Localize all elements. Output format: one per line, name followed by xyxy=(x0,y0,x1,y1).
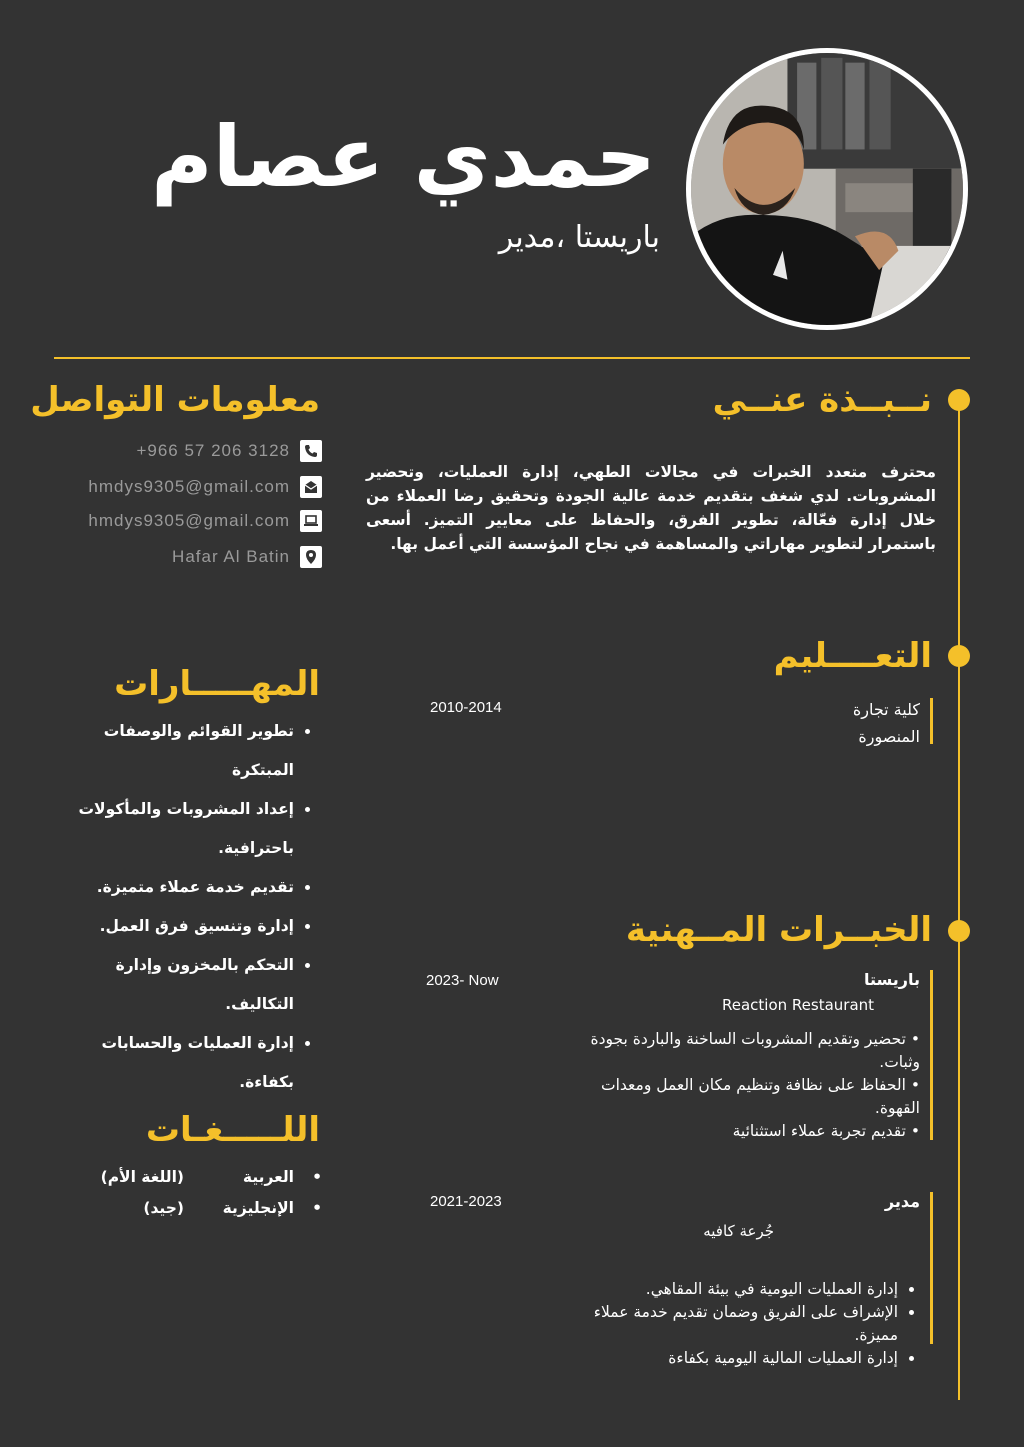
job2-duty: • إدارة العمليات المالية اليومية بكفاءة xyxy=(568,1347,898,1370)
contact-email xyxy=(88,475,322,499)
skill-item: • إدارة وتنسيق فرق العمل. xyxy=(72,907,294,946)
job1-bar xyxy=(930,970,933,1140)
job2-duties xyxy=(568,1278,918,1370)
job1-duties xyxy=(580,1028,920,1143)
skill-item: • التحكم بالمخزون وإدارة التكاليف. xyxy=(72,946,294,1024)
job2-place: جُرعة كافيه xyxy=(703,1222,774,1240)
language-row: • العربية (اللغة الأم) xyxy=(100,1168,322,1186)
job1-place: Reaction Restaurant xyxy=(722,996,875,1014)
education-title: التعــــليم xyxy=(773,636,932,676)
about-text: محترف متعدد الخبرات في مجالات الطهي، إدارة العمليات، وتحضير المشروبات. لدي شغف بتقديم خدمة عالية الجودة وتحقيق رضا العملاء من خلال إدارة فعّالة، تطوير الفرق، والحفاظ على معايير التميز. أسعى باستمرار لتطوير مهاراتي والمساهمة في نجاح المؤسسة التي أعمل بها. xyxy=(366,463,936,553)
experience-title: الخبــرات المــهنية xyxy=(625,910,932,950)
location-pin-icon xyxy=(300,546,322,568)
job1-duty: • تحضير وتقديم المشروبات الساخنة والباردة بجودة وثبات. xyxy=(580,1028,920,1074)
header-divider xyxy=(54,357,970,359)
languages-title: اللـــــغـات xyxy=(145,1110,320,1150)
contact-website xyxy=(88,509,322,533)
job2-duty: • الإشراف على الفريق وضمان تقديم خدمة عملاء مميزة. xyxy=(568,1301,898,1347)
job1-duty: • تقديم تجربة عملاء استثنائية xyxy=(580,1120,920,1143)
skills-list xyxy=(72,712,322,1102)
language-row: • الإنجليزية (جيد) xyxy=(143,1199,322,1217)
profile-photo xyxy=(686,48,968,330)
phone-icon xyxy=(300,440,322,462)
job1-duty: • الحفاظ على نظافة وتنظيم مكان العمل ومعدات القهوة. xyxy=(580,1074,920,1120)
email-text: hmdys9305@gmail.com xyxy=(88,477,290,496)
location-text: Hafar Al Batin xyxy=(172,547,290,566)
skill-item: • إعداد المشروبات والمأكولات باحترافية. xyxy=(72,790,294,868)
skill-item: • تطوير القوائم والوصفات المبتكرة xyxy=(72,712,294,790)
contact-title: معلومات التواصل xyxy=(30,380,320,420)
education-university: المنصورة xyxy=(858,727,920,746)
experience-dot xyxy=(948,920,970,942)
skills-title: المهـــــارات xyxy=(114,664,320,704)
job2-duty: • إدارة العمليات اليومية في بيئة المقاهي. xyxy=(568,1278,898,1301)
contact-location xyxy=(172,545,322,569)
skill-item: • تقديم خدمة عملاء متميزة. xyxy=(72,868,294,907)
language-level: (جيد) xyxy=(143,1199,184,1217)
envelope-icon xyxy=(300,476,322,498)
candidate-role: باريستا ،مدير xyxy=(498,220,660,255)
education-bar xyxy=(930,698,933,744)
skill-item: • إدارة العمليات والحسابات بكفاءة. xyxy=(72,1024,294,1102)
about-dot xyxy=(948,389,970,411)
contact-phone xyxy=(136,439,322,463)
language-level: (اللغة الأم) xyxy=(100,1168,184,1186)
timeline-line xyxy=(958,400,960,1400)
education-details xyxy=(853,696,920,750)
education-faculty: كلية تجارة xyxy=(852,700,920,719)
phone-text: +966 57 206 3128 xyxy=(136,441,290,460)
language-name: الإنجليزية xyxy=(222,1199,294,1217)
job1-dates: 2023- Now xyxy=(426,972,499,989)
job2-dates: 2021-2023 xyxy=(430,1193,502,1210)
laptop-icon xyxy=(300,510,322,532)
education-dot xyxy=(948,645,970,667)
job2-title: مدير xyxy=(884,1192,920,1211)
job2-bar xyxy=(930,1192,933,1344)
website-text: hmdys9305@gmail.com xyxy=(88,511,290,530)
education-dates: 2010-2014 xyxy=(430,699,502,716)
job1-title: باريستا xyxy=(863,970,920,989)
language-name: العربية xyxy=(242,1168,294,1186)
about-title: نــبــذة عنــي xyxy=(712,380,932,420)
candidate-name: حمدي عصام xyxy=(151,108,656,206)
